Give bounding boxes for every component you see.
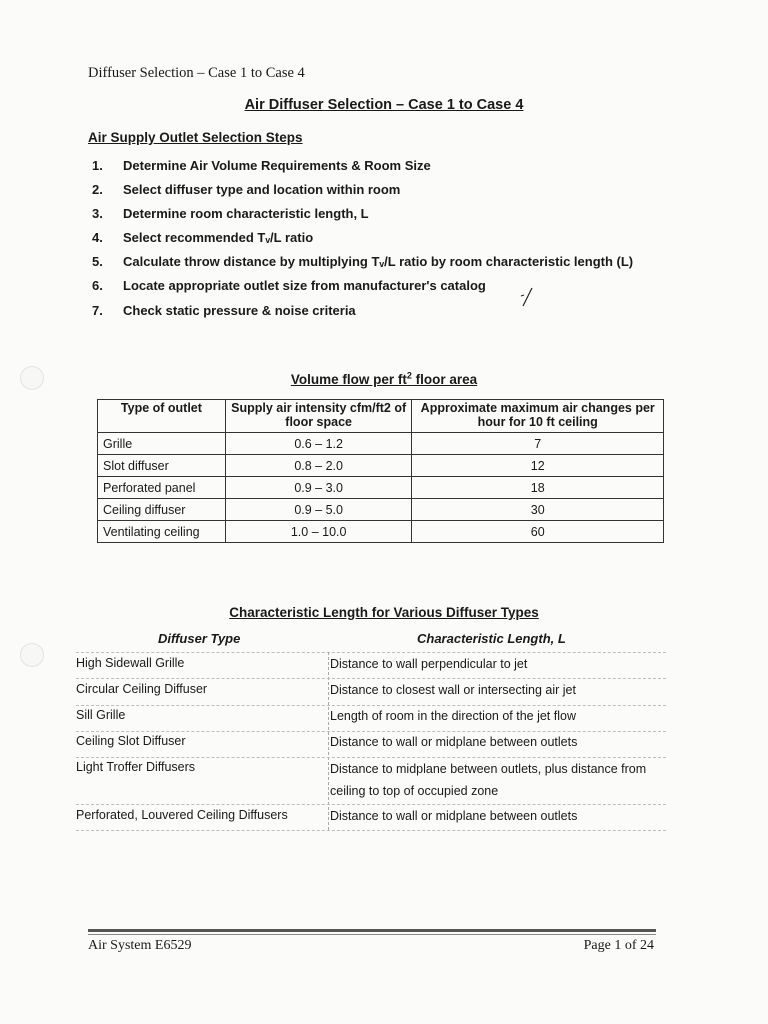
step-item [92,230,633,254]
step-text: Select recommended Tᵥ/L ratio [123,230,314,245]
row-divider [76,678,666,679]
char-length-header-length: Characteristic Length, L [417,631,566,646]
char-length-title: Characteristic Length for Various Diffuser Types [229,605,539,620]
running-header: Diffuser Selection – Case 1 to Case 4 [88,65,305,81]
step-number: 2. [92,182,103,197]
row-divider [76,652,666,653]
column-header-type: Type of outlet [98,400,226,433]
cell-outlet-type: Ventilating ceiling [98,521,226,543]
step-text: Determine room characteristic length, L [123,206,369,221]
row-divider [76,731,666,732]
volume-flow-title [0,370,768,387]
cell-char-length: Distance to wall or midplane between outlets [330,735,578,749]
steps-list [92,158,633,327]
cell-char-length: Distance to wall perpendicular to jet [330,657,528,671]
pen-tick-mark-icon [520,286,534,308]
cell-air-changes: 18 [412,477,664,499]
cell-char-length: Distance to midplane between outlets, plus distance from ceiling to top of occupied zone [330,762,647,798]
cell-intensity: 0.9 – 5.0 [225,499,412,521]
cell-outlet-type: Perforated panel [98,477,226,499]
step-text: Check static pressure & noise criteria [123,302,356,318]
cell-air-changes: 12 [412,455,664,477]
cell-intensity: 0.9 – 3.0 [225,477,412,499]
table-row [98,455,664,477]
column-header-air-changes: Approximate maximum air changes per hour for 10 ft ceiling [412,400,664,433]
volume-flow-title-text: Volume flow per ft [290,371,407,387]
step-item [92,254,633,278]
cell-intensity: 0.8 – 2.0 [225,455,412,477]
cell-air-changes: 60 [412,521,664,543]
step-item [92,158,633,182]
table-header-row [98,400,664,433]
footer-document-id: Air System E6529 [88,938,192,953]
table-row [98,499,664,521]
step-number: 3. [92,206,103,221]
step-item [92,303,633,327]
steps-heading: Air Supply Outlet Selection Steps [88,130,303,145]
footer-page-number: Page 1 of 24 [583,938,654,953]
volume-flow-title-suffix: floor area [411,371,478,387]
step-number: 1. [92,158,103,173]
punch-hole [20,643,44,667]
cell-diffuser-type: High Sidewall Grille [76,656,185,670]
cell-char-length: Distance to wall or midplane between outlets [330,809,578,823]
cell-diffuser-type: Circular Ceiling Diffuser [76,682,208,696]
step-text: Determine Air Volume Requirements & Room Size [123,158,431,173]
cell-char-length: Length of room in the direction of the jet flow [330,709,576,723]
footer-rule [88,934,656,935]
cell-air-changes: 7 [412,433,664,455]
cell-air-changes: 30 [412,499,664,521]
step-item [92,278,633,303]
cell-intensity: 0.6 – 1.2 [225,433,412,455]
volume-flow-table [97,399,664,543]
step-text: Select diffuser type and location within room [123,182,401,197]
document-title-text: Air Diffuser Selection – Case 1 to Case 4 [244,97,524,113]
column-header-intensity: Supply air intensity cfm/ft2 of floor space [225,400,412,433]
cell-outlet-type: Grille [98,433,226,455]
table-row [98,521,664,543]
cell-char-length: Distance to closest wall or intersecting air jet [330,683,576,697]
step-item [92,182,633,206]
char-length-header-type: Diffuser Type [158,631,241,646]
step-item [92,206,633,230]
cell-diffuser-type: Sill Grille [76,708,126,722]
step-number: 5. [92,254,103,269]
step-number: 6. [92,278,103,293]
volume-flow-title-sup: 2 [406,370,412,380]
cell-diffuser-type: Ceiling Slot Diffuser [76,734,186,748]
cell-intensity: 1.0 – 10.0 [225,521,412,543]
cell-outlet-type: Slot diffuser [98,455,226,477]
step-number: 4. [92,230,103,245]
document-title [0,97,768,113]
step-number: 7. [92,302,103,318]
cell-diffuser-type: Perforated, Louvered Ceiling Diffusers [76,808,288,822]
row-divider [76,830,666,831]
table-row [98,477,664,499]
row-divider [76,804,666,805]
step-text: Locate appropriate outlet size from manufacturer's catalog [123,278,486,293]
footer-rule [88,929,656,932]
cell-diffuser-type: Light Troffer Diffusers [76,760,196,774]
step-text: Calculate throw distance by multiplying Tᵥ/L ratio by room characteristic length (L) [123,254,634,269]
cell-outlet-type: Ceiling diffuser [98,499,226,521]
table-row [98,433,664,455]
row-divider [76,705,666,706]
